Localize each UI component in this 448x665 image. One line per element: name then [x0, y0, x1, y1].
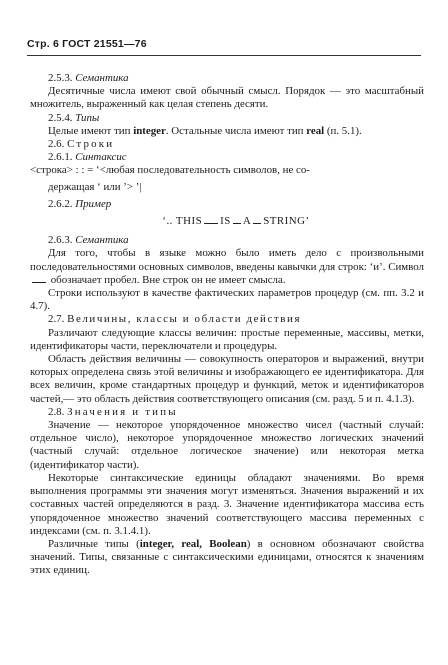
- header-rule: [27, 55, 421, 56]
- section-heading: [48, 151, 424, 164]
- section-title: Типы: [75, 111, 100, 124]
- paragraph: [30, 538, 424, 578]
- paragraph: Область действия величины — совокупность операторов и выражений, внутри которых определена связь этой величины и изображающего ее идентификатора. Для всех величин, кроме стандартных процедур и функций, меток и идентификаторов частей,— это область действия соответствующего описания (см. разд. 5 и п. 4.1.3).: [30, 353, 424, 405]
- paragraph: [30, 125, 424, 138]
- example-text: STRING’: [263, 215, 310, 228]
- section-title: Строки: [67, 138, 115, 151]
- page-content: [30, 72, 424, 578]
- paragraph: Значение — некоторое упорядоченное множество чисел (частный случай: отдельное число), некоторое упорядоченное множество логических значений (частный случай: отдельное логическое значение) или некоторая метка (идентификатор части).: [30, 419, 424, 471]
- section-number: 2.6.1.: [48, 151, 73, 164]
- section-heading: [48, 406, 424, 419]
- text-run: Различные типы (: [48, 537, 140, 550]
- section-heading: [48, 138, 424, 151]
- section-heading: [48, 234, 424, 247]
- paragraph: Строки используют в качестве фактических параметров процедур (см. пп. 3.2 и 4.7).: [30, 287, 424, 313]
- section-number: 2.6.: [48, 138, 65, 151]
- space-symbol: [233, 215, 241, 224]
- section-number: 2.6.2.: [48, 197, 73, 210]
- paragraph: Различают следующие классы величин: простые переменные, массивы, метки, идентификаторы части, переключатели и процедуры.: [30, 326, 424, 352]
- text-run: . Остальные числа имеют тип: [165, 124, 307, 137]
- paragraph: Некоторые синтаксические единицы обладают значениями. Во время выполнения программы эти значения могут изменяться. Значения выражений и их составных частей определяются в разд. 3. Значение идентификатора массива есть упорядоченное множество значений соответствующего массива переменных с индексами (см. п. 3.1.4.1).: [30, 471, 424, 537]
- text-run: Для того, чтобы в языке можно было иметь дело с произвольными последовательностями основных символов, введены кавычки для строк: ‘и’. Символ: [30, 247, 424, 273]
- section-title: Синтаксис: [75, 151, 127, 164]
- syntax-line: держащая ‘ или ’> ’|: [48, 180, 142, 193]
- space-symbol: [253, 215, 261, 224]
- example-text: ‘.. THIS: [162, 215, 203, 228]
- text-run: ) в основном обозначают свойства значений. Типы, связанные с синтаксическими единицами, относятся к значениям этих единиц.: [30, 537, 424, 577]
- example-text: A: [242, 215, 252, 228]
- section-title: Пример: [75, 197, 112, 210]
- section-number: 2.7.: [48, 313, 65, 326]
- section-heading: [48, 198, 424, 211]
- section-number: 2.5.3.: [48, 72, 73, 84]
- keyword: integer: [133, 124, 166, 137]
- text-run: Целые имеют тип: [48, 124, 134, 137]
- keyword: real: [306, 124, 325, 137]
- section-heading: [48, 313, 424, 326]
- paragraph: [30, 247, 424, 287]
- section-title: Семантика: [75, 72, 129, 84]
- text-run: (п. 5.1).: [324, 124, 362, 137]
- paragraph: Десятичные числа имеют свой обычный смысл. Порядок — это масштабный множитель, выраженный как целая степень десяти.: [30, 85, 424, 111]
- space-symbol: [32, 274, 46, 283]
- keyword: integer, real, Boolean: [139, 537, 247, 550]
- section-number: 2.6.3.: [48, 234, 73, 247]
- section-title: Величины, классы и области действия: [67, 313, 302, 326]
- section-heading: [48, 112, 424, 125]
- section-heading: [48, 72, 424, 85]
- section-title: Семантика: [75, 234, 129, 247]
- syntax-line: <строка> : : = ‘<любая последовательность символов, не со-: [30, 164, 310, 177]
- example-text: IS: [220, 215, 231, 228]
- space-symbol: [204, 215, 218, 224]
- section-number: 2.8.: [48, 405, 65, 418]
- string-example: [48, 215, 424, 228]
- text-run: обозначает пробел. Вне строк он не имеет смысла.: [48, 273, 286, 286]
- section-number: 2.5.4.: [48, 111, 73, 124]
- page-header: Стр. 6 ГОСТ 21551—76: [27, 38, 147, 50]
- section-title: Значения и типы: [67, 405, 178, 418]
